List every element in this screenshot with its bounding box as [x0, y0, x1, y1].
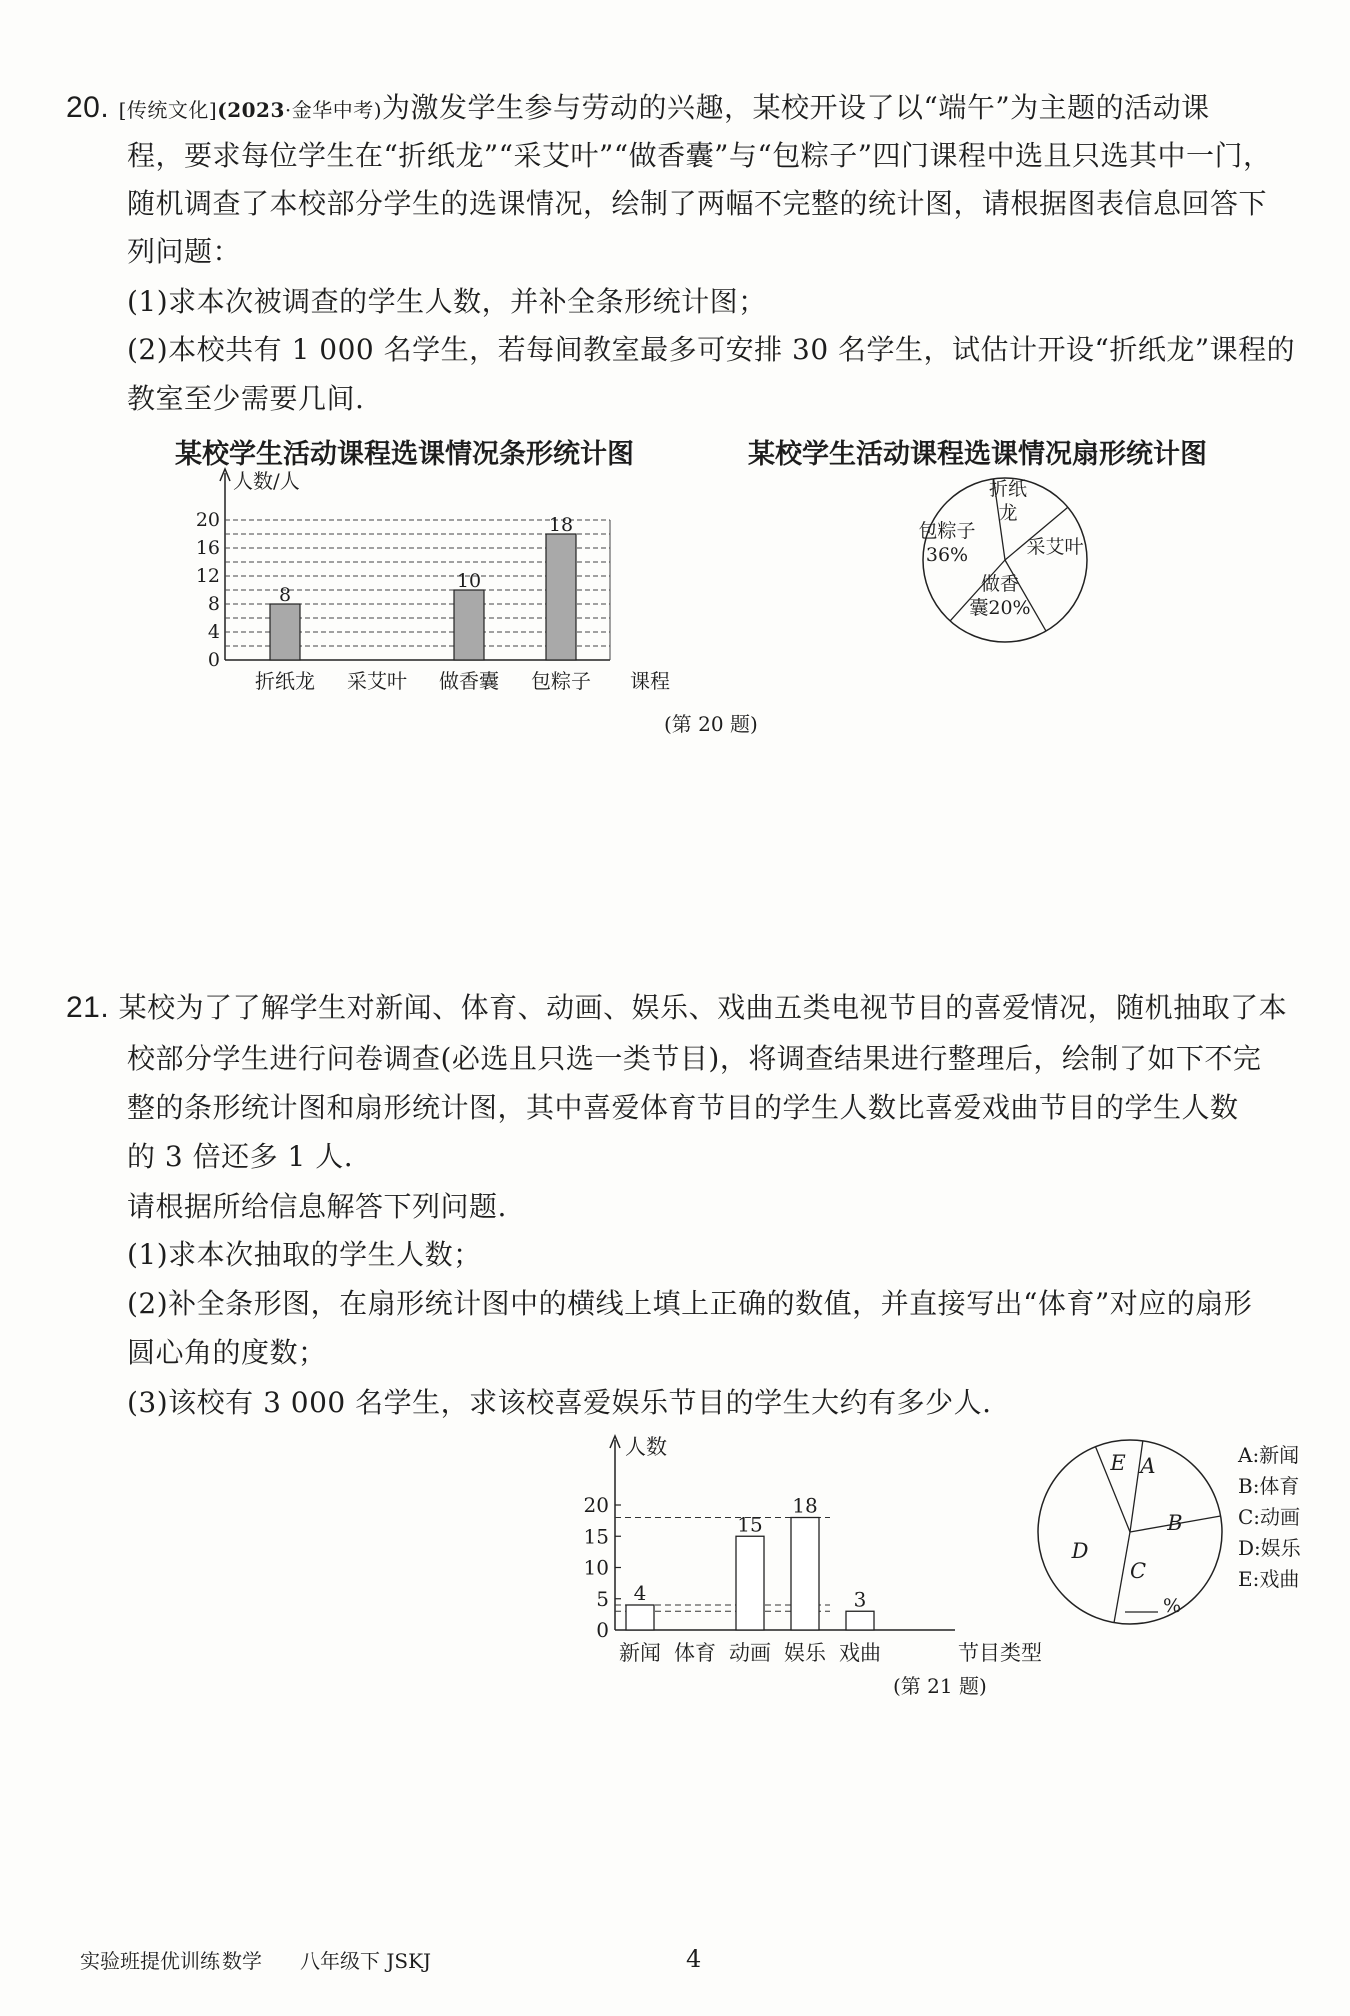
- q20-x-tick-label: 包粽子: [531, 669, 591, 693]
- q21-text-4: 的 3 倍还多 1 人.: [127, 1140, 354, 1173]
- q20-sub2-a: (2)本校共有 1 000 名学生，若每间教室最多可安排 30 名学生，试估计开设“折纸龙”课程的: [127, 333, 1296, 366]
- q21-caption: (第 21 题): [893, 1674, 987, 1698]
- q21-x-tick-label: 娱乐: [784, 1641, 826, 1665]
- q20-bar-value-label: 10: [456, 570, 482, 592]
- q20-y-tick-label: 8: [207, 593, 220, 615]
- q20-bar-value-label: 18: [548, 514, 574, 536]
- q20-pie-slice-label: 采艾叶: [1026, 536, 1084, 558]
- q20-sub1: (1)求本次被调查的学生人数，并补全条形统计图；: [127, 285, 767, 318]
- page-number: 4: [686, 1945, 702, 1973]
- q20-pie-chart: [905, 465, 1105, 655]
- q20-caption: (第 20 题): [664, 712, 758, 736]
- q20-pie-slice-label: 折纸: [988, 478, 1028, 500]
- q20-pie-title: 某校学生活动课程选课情况扇形统计图: [748, 439, 1207, 470]
- q21-sub2-b: 圆心角的度数；: [127, 1336, 327, 1369]
- q21-pie-slice-label: A: [1140, 1454, 1156, 1478]
- q21-pie-slice-label: E: [1110, 1451, 1126, 1475]
- q21-pie-slice-label: C: [1129, 1559, 1147, 1583]
- q21-legend-item: A:新闻: [1238, 1443, 1300, 1467]
- q21-prompt: 请根据所给信息解答下列问题.: [127, 1190, 507, 1223]
- q20-source-year: (2023: [217, 98, 285, 122]
- q21-bar-value-label: 15: [737, 1512, 763, 1537]
- q21-y-label: 人数: [625, 1435, 667, 1459]
- q21-legend-item: B:体育: [1238, 1474, 1300, 1498]
- q20-pie-slice-label: 囊20%: [969, 597, 1031, 619]
- q20-text-4: 列问题：: [127, 235, 242, 268]
- q20-line-1: [66, 93, 1210, 125]
- q20-sub2-b: 教室至少需要几间.: [127, 382, 365, 415]
- q20-y-tick-label: 12: [195, 565, 220, 587]
- q21-text-2: 校部分学生进行问卷调查(必选且只选一类节目)，将调查结果进行整理后，绘制了如下不完: [127, 1042, 1262, 1075]
- q20-x-tick-label: 做香囊: [439, 669, 499, 693]
- q20-y-label: 人数/人: [233, 469, 300, 493]
- q20-pie-slice-label: 包粽子: [918, 520, 976, 542]
- q21-pie-chart: [1030, 1440, 1330, 1640]
- q20-text-3: 随机调查了本校部分学生的选课情况，绘制了两幅不完整的统计图，请根据图表信息回答下: [127, 187, 1268, 220]
- q21-sub3: (3)该校有 3 000 名学生，求该校喜爱娱乐节目的学生大约有多少人.: [127, 1386, 992, 1419]
- q20-y-tick-label: 20: [195, 509, 220, 531]
- q21-bar-value-label: 3: [853, 1587, 867, 1612]
- q21-number: 21.: [66, 991, 110, 1024]
- q21-y-tick-label: 15: [583, 1524, 609, 1549]
- q20-tag: [传统文化]: [118, 98, 218, 122]
- q21-bar: [736, 1536, 764, 1630]
- q21-text-3: 整的条形统计图和扇形统计图，其中喜爱体育节目的学生人数比喜爱戏曲节目的学生人数: [127, 1091, 1239, 1124]
- q21-text-1: 某校为了了解学生对新闻、体育、动画、娱乐、戏曲五类电视节目的喜爱情况，随机抽取了本: [118, 991, 1288, 1024]
- q21-y-tick-label: 0: [596, 1618, 609, 1642]
- q20-x-tick-label: 折纸龙: [255, 669, 315, 693]
- q21-pie-slice-label: D: [1071, 1539, 1089, 1563]
- q21-y-tick-label: 5: [596, 1586, 609, 1611]
- q20-y-tick-label: 0: [207, 649, 220, 671]
- q21-x-tick-label: 体育: [674, 1641, 716, 1665]
- q20-pie-slice-label: 36%: [925, 544, 969, 566]
- q20-text-2: 程，要求每位学生在“折纸龙”“采艾叶”“做香囊”与“包粽子”四门课程中选且只选其中一门，: [127, 139, 1272, 172]
- q21-bar: [626, 1605, 654, 1630]
- q20-x-axis-label: 课程: [630, 669, 670, 693]
- q20-pie-slice-boundary: [1005, 560, 1046, 631]
- footer-grade: 八年级下 JSKJ: [300, 1949, 432, 1973]
- footer-subject: 数学: [222, 1949, 262, 1973]
- q20-bar: [270, 604, 300, 660]
- q20-bar-title: 某校学生活动课程选课情况条形统计图: [175, 439, 634, 470]
- q21-pie-slice-label: B: [1167, 1511, 1183, 1535]
- q20-number: 20.: [66, 91, 110, 124]
- q20-x-tick-label: 采艾叶: [347, 669, 407, 693]
- q21-sub1: (1)求本次抽取的学生人数；: [127, 1238, 482, 1271]
- q21-bar: [846, 1611, 874, 1630]
- q21-x-tick-label: 戏曲: [839, 1641, 881, 1665]
- q21-y-tick-label: 10: [583, 1555, 609, 1580]
- q21-x-tick-label: 新闻: [619, 1641, 661, 1665]
- q21-legend-item: C:动画: [1238, 1505, 1301, 1529]
- q21-bar-chart: [570, 1430, 1042, 1670]
- q20-bar: [454, 590, 484, 660]
- q21-bar-value-label: 4: [633, 1581, 647, 1605]
- q20-source-rest: ·金华中考): [284, 98, 383, 122]
- q21-sub2-a: (2)补全条形图，在扇形统计图中的横线上填上正确的数值，并直接写出“体育”对应的扇形: [127, 1287, 1253, 1320]
- q21-x-tick-label: 动画: [729, 1641, 771, 1665]
- q20-pie-slice-label: 做香: [980, 573, 1020, 595]
- q21-legend-item: D:娱乐: [1238, 1536, 1301, 1560]
- q21-x-axis-label: 节目类型: [958, 1641, 1042, 1665]
- q20-y-tick-label: 4: [207, 621, 220, 643]
- q21-line-1: [66, 993, 1287, 1023]
- q21-pie-slice-boundary: [1114, 1532, 1130, 1623]
- q20-bar: [546, 534, 576, 660]
- q21-legend-item: E:戏曲: [1238, 1567, 1300, 1591]
- q20-y-tick-label: 16: [195, 537, 220, 559]
- q20-bar-chart: [180, 465, 700, 705]
- q21-bar: [791, 1518, 819, 1631]
- q21-y-tick-label: 20: [583, 1493, 609, 1517]
- q20-bar-value-label: 8: [278, 584, 292, 606]
- q20-text-1: 为激发学生参与劳动的兴趣，某校开设了以“端午”为主题的活动课: [382, 91, 1210, 124]
- footer-book: 实验班提优训练: [80, 1949, 220, 1973]
- q20-pie-slice-label: 龙: [998, 502, 1018, 524]
- q21-pie-percent-sign: %: [1162, 1595, 1182, 1617]
- q21-bar-value-label: 18: [792, 1493, 818, 1518]
